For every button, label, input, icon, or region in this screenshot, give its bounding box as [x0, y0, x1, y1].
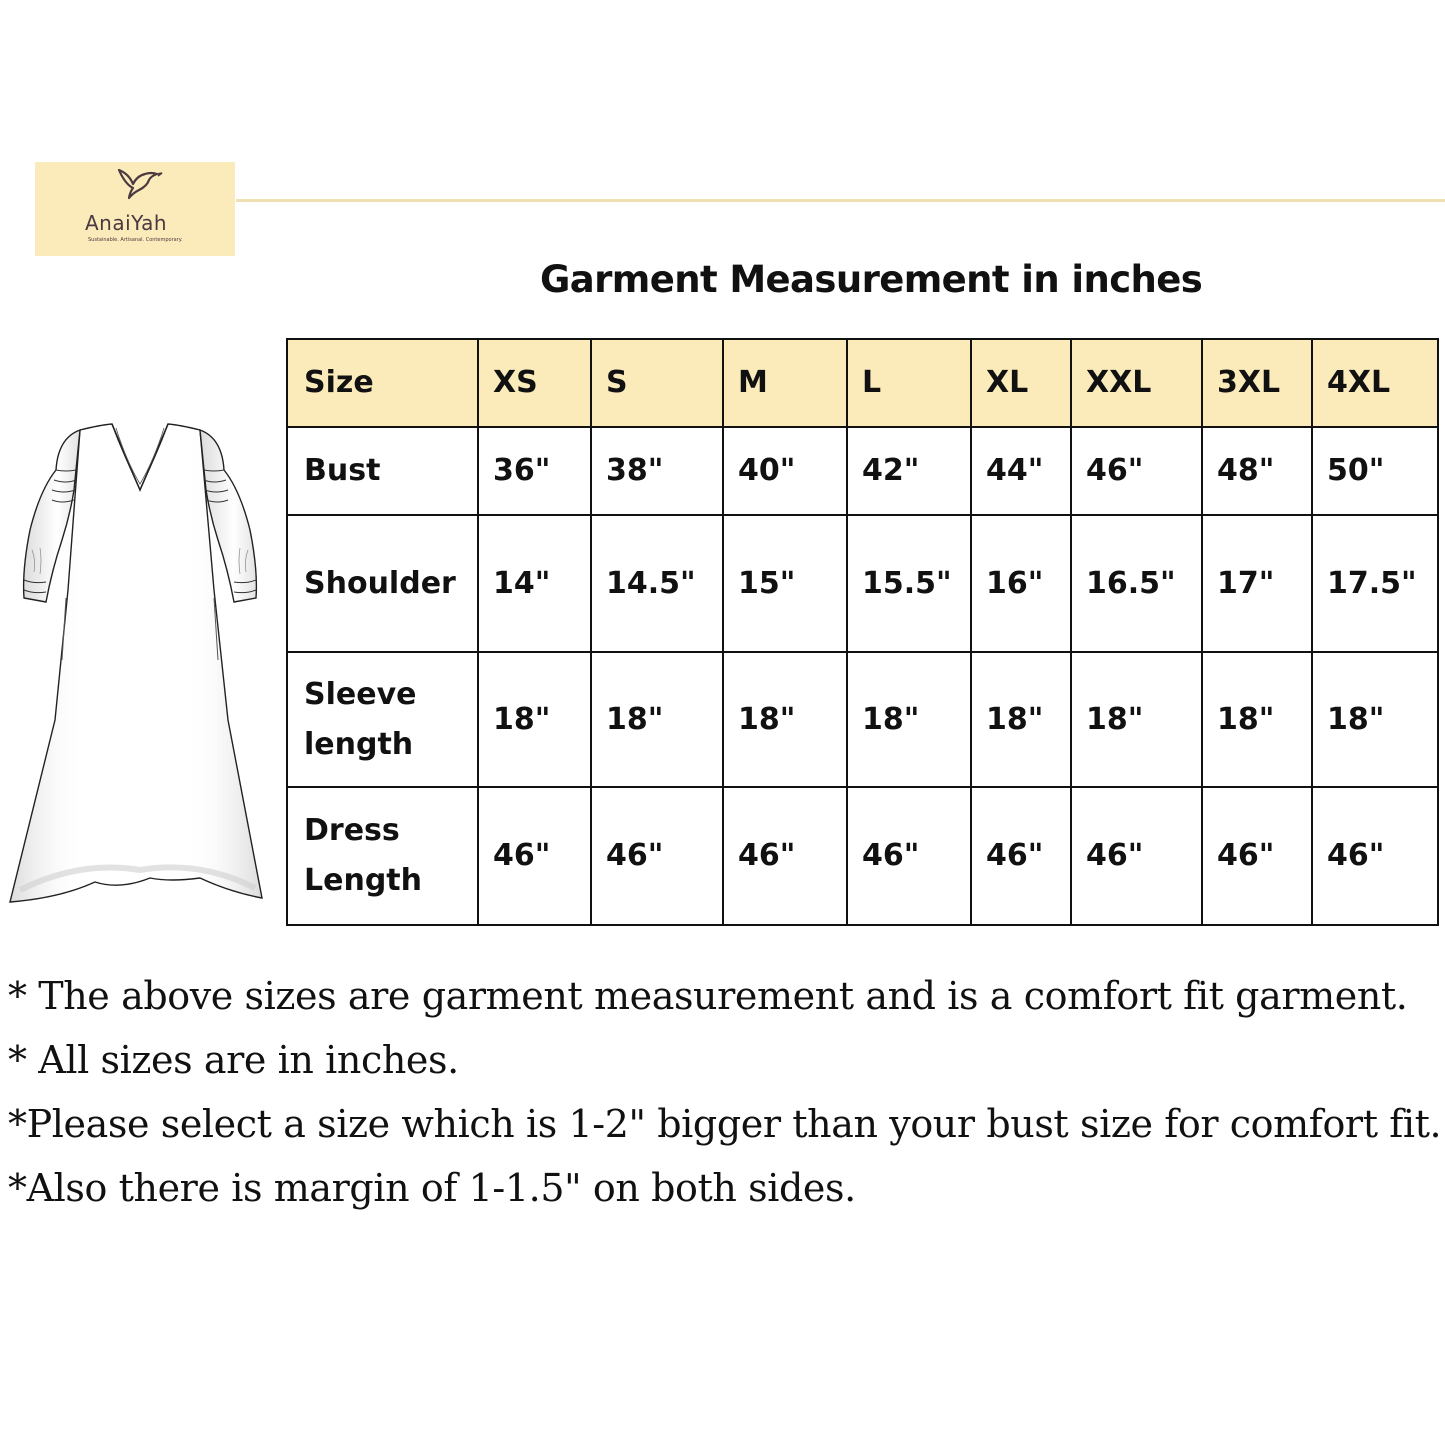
table-cell: 18" — [723, 652, 847, 787]
note-margin: *Also there is margin of 1-1.5" on both sides. — [8, 1166, 856, 1210]
table-cell: 46" — [971, 787, 1071, 925]
table-cell: 17.5" — [1312, 515, 1438, 652]
row-label: Shoulder — [287, 515, 478, 652]
note-comfort-fit: * The above sizes are garment measurement and is a comfort fit garment. — [8, 974, 1408, 1018]
size-notes — [8, 964, 1442, 1220]
table-cell: 46" — [1071, 787, 1202, 925]
header-cell-size: Size — [287, 339, 478, 427]
header-cell-s: S — [591, 339, 723, 427]
size-chart-table — [286, 338, 1439, 926]
table-header-row — [287, 339, 1438, 427]
header-cell-4xl: 4XL — [1312, 339, 1438, 427]
table-cell: 14.5" — [591, 515, 723, 652]
header-cell-xs: XS — [478, 339, 591, 427]
table-cell: 46" — [478, 787, 591, 925]
header-cell-m: M — [723, 339, 847, 427]
table-cell: 18" — [1071, 652, 1202, 787]
table-cell: 16.5" — [1071, 515, 1202, 652]
table-cell: 48" — [1202, 427, 1312, 515]
row-label: Dress Length — [287, 787, 478, 925]
table-cell: 38" — [591, 427, 723, 515]
note-inches: * All sizes are in inches. — [8, 1038, 459, 1082]
table-row-sleeve-length — [287, 652, 1438, 787]
table-cell: 18" — [478, 652, 591, 787]
table-cell: 40" — [723, 427, 847, 515]
header-cell-xl: XL — [971, 339, 1071, 427]
row-label: Bust — [287, 427, 478, 515]
header-divider — [236, 199, 1445, 202]
header-cell-l: L — [847, 339, 971, 427]
table-cell: 50" — [1312, 427, 1438, 515]
table-cell: 42" — [847, 427, 971, 515]
dress-illustration — [0, 420, 285, 920]
row-label: Sleeve length — [287, 652, 478, 787]
table-cell: 18" — [1202, 652, 1312, 787]
table-cell: 46" — [1312, 787, 1438, 925]
table-cell: 46" — [1202, 787, 1312, 925]
table-row-dress-length — [287, 787, 1438, 925]
table-cell: 16" — [971, 515, 1071, 652]
bird-icon — [115, 164, 163, 204]
page-title: Garment Measurement in inches — [540, 258, 1203, 301]
table-row-bust — [287, 427, 1438, 515]
table-cell: 18" — [847, 652, 971, 787]
table-cell: 15" — [723, 515, 847, 652]
brand-tagline: Sustainable. Artisanal. Contemporary. — [88, 237, 183, 243]
header-cell-xxl: XXL — [1071, 339, 1202, 427]
table-cell: 15.5" — [847, 515, 971, 652]
table-cell: 36" — [478, 427, 591, 515]
brand-logo — [35, 162, 235, 256]
table-cell: 46" — [591, 787, 723, 925]
table-cell: 46" — [1071, 427, 1202, 515]
table-cell: 18" — [1312, 652, 1438, 787]
table-cell: 14" — [478, 515, 591, 652]
table-row-shoulder — [287, 515, 1438, 652]
table-cell: 46" — [723, 787, 847, 925]
table-cell: 18" — [971, 652, 1071, 787]
header-cell-3xl: 3XL — [1202, 339, 1312, 427]
table-cell: 18" — [591, 652, 723, 787]
table-cell: 44" — [971, 427, 1071, 515]
table-cell: 46" — [847, 787, 971, 925]
brand-name: AnaiYah — [85, 211, 168, 235]
note-size-selection: *Please select a size which is 1-2" bigger than your bust size for comfort fit. — [8, 1102, 1442, 1146]
table-cell: 17" — [1202, 515, 1312, 652]
